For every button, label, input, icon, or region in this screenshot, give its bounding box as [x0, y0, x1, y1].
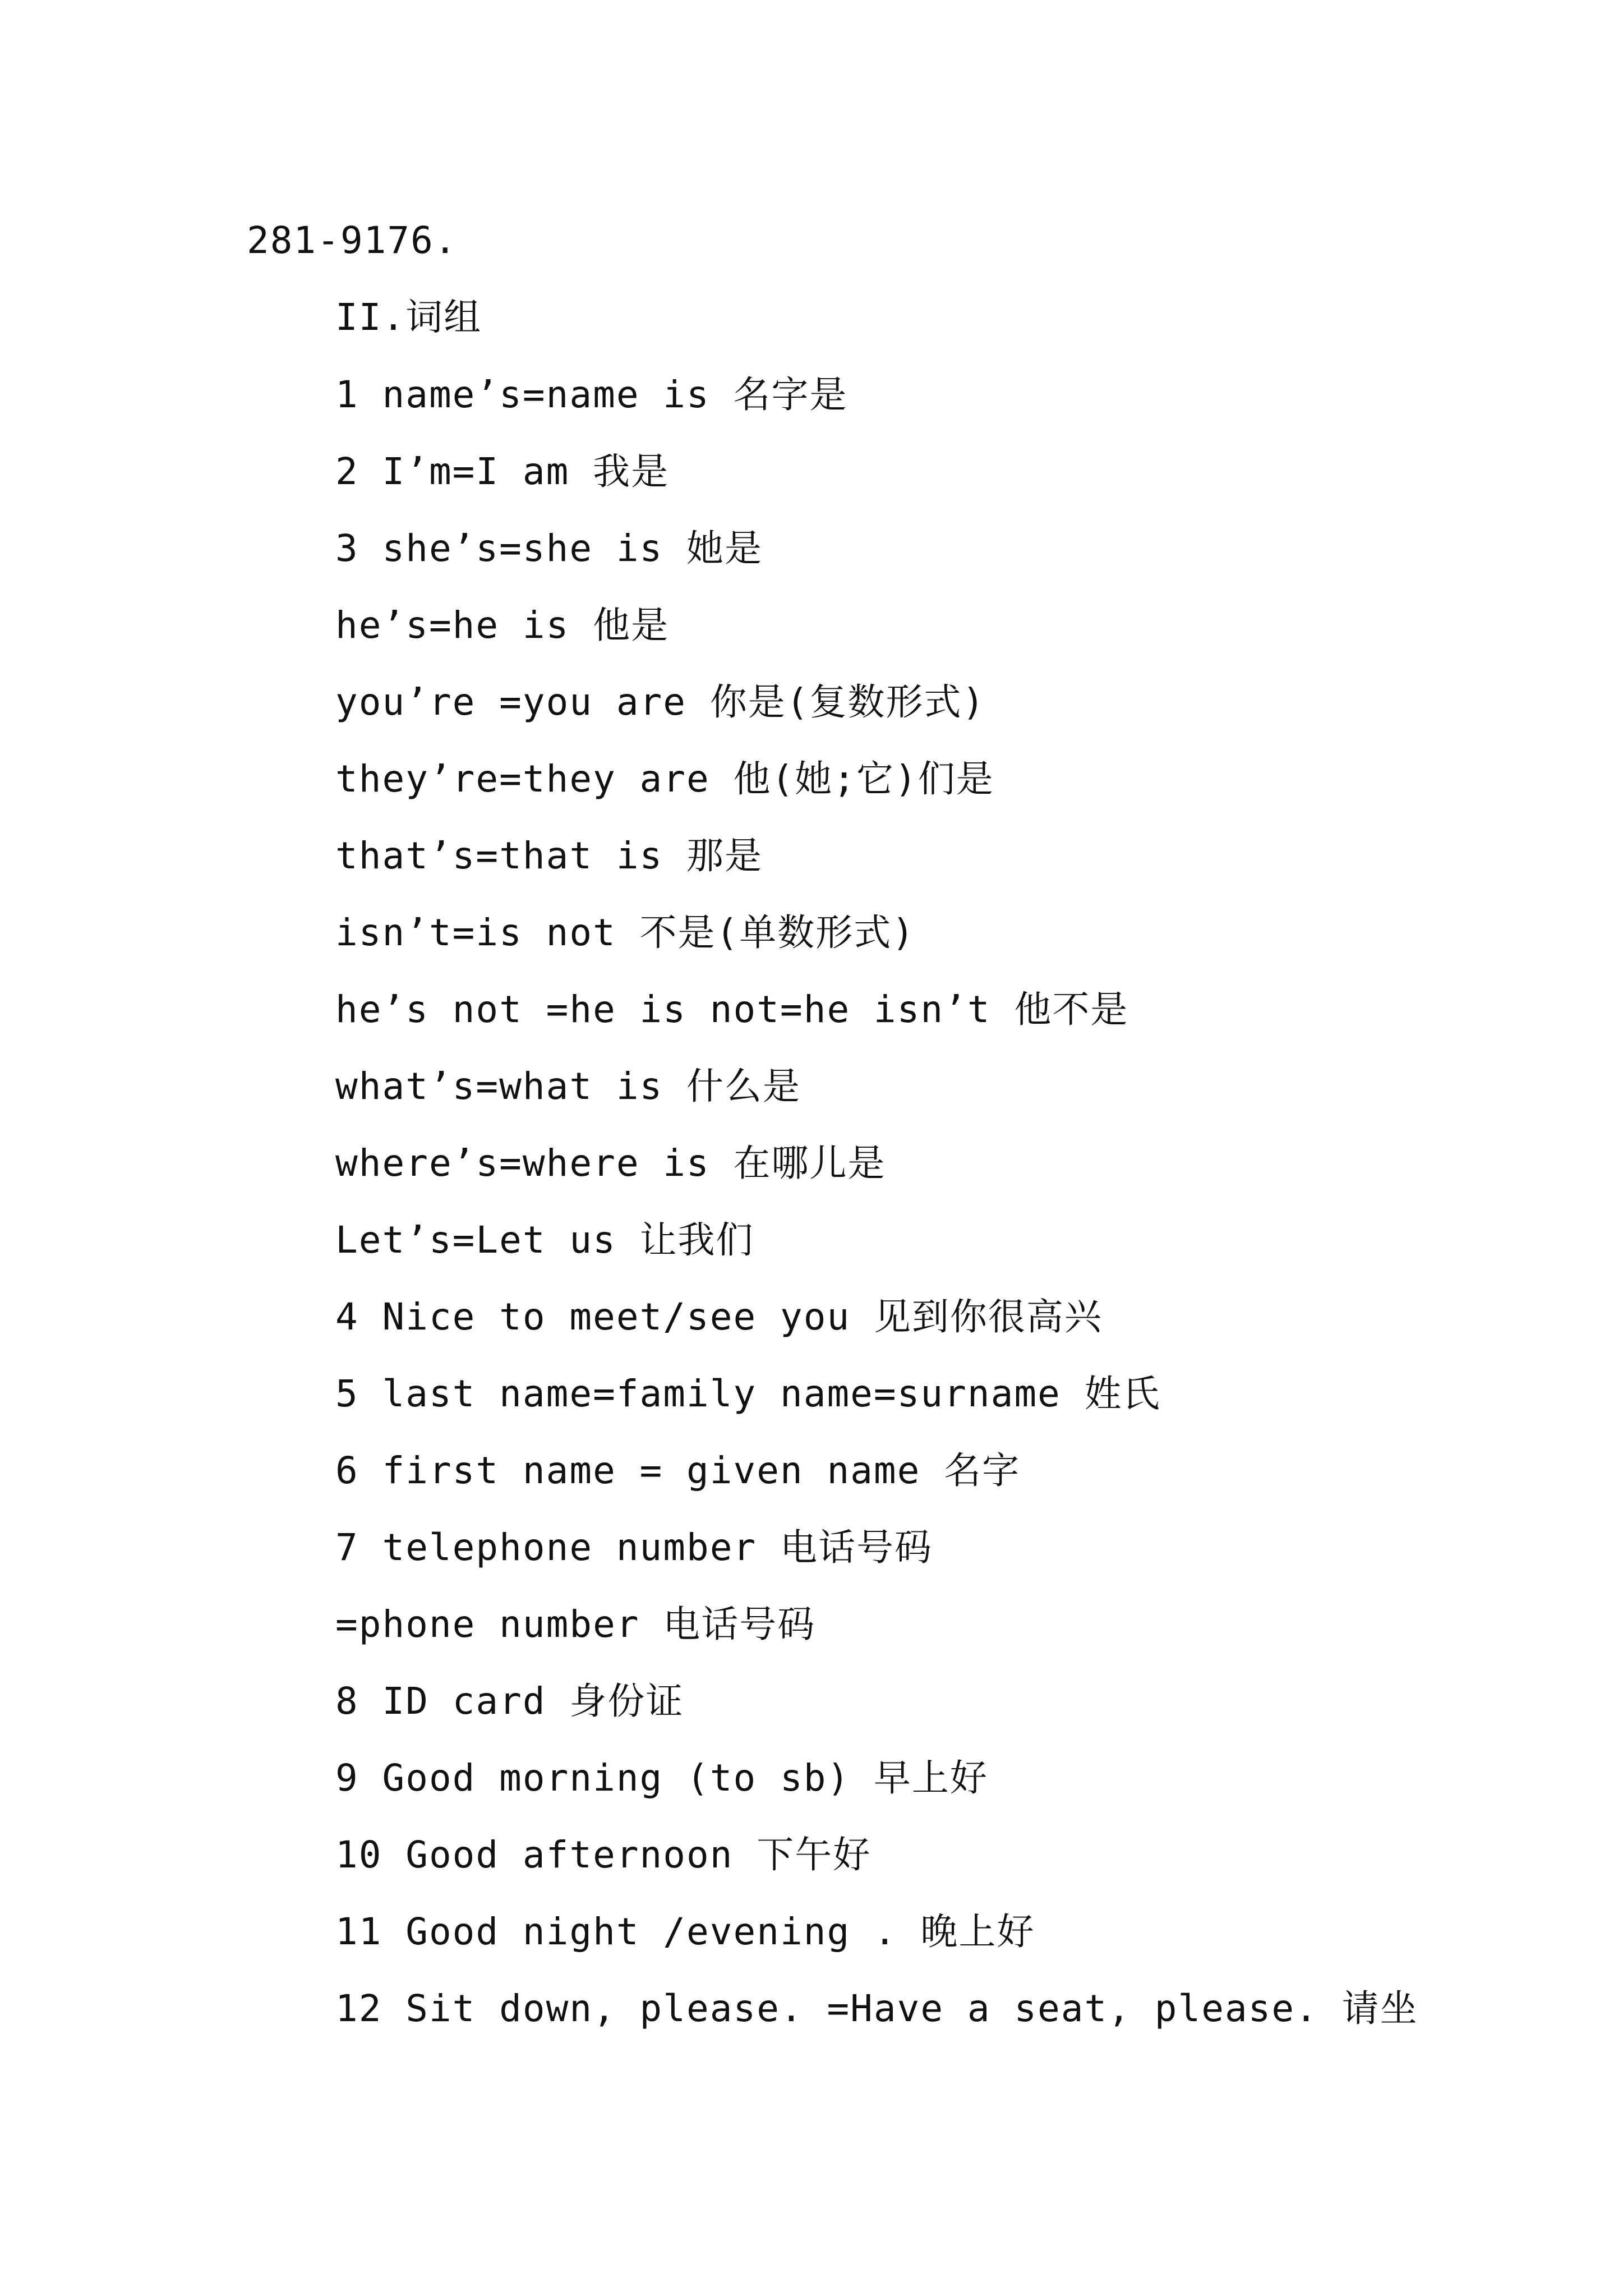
phrase-line: isn’t=is not 不是(单数形式): [335, 911, 916, 954]
phrase-line: 3 she’s=she is 她是: [335, 527, 763, 570]
phrase-line: Let’s=Let us 让我们: [335, 1218, 754, 1262]
phrase-line: 12 Sit down, please. =Have a seat, please. 请坐: [335, 1987, 1418, 2030]
phrase-line: 11 Good night /evening . 晚上好: [335, 1910, 1035, 1953]
phrase-line: 1 name’s=name is 名字是: [335, 373, 848, 416]
phrase-line: 8 ID card 身份证: [335, 1680, 684, 1723]
phrase-line: you’re =you are 你是(复数形式): [335, 680, 986, 724]
phrase-line: 7 telephone number 电话号码: [335, 1526, 933, 1569]
phrase-line: he’s not =he is not=he isn’t 他不是: [335, 988, 1129, 1031]
continuation-line: 281-9176.: [247, 219, 458, 262]
phrase-line: 9 Good morning (to sb) 早上好: [335, 1756, 988, 1800]
phrase-line: 2 I’m=I am 我是: [335, 450, 670, 493]
phrase-line: what’s=what is 什么是: [335, 1065, 801, 1108]
phrase-line: =phone number 电话号码: [335, 1603, 816, 1646]
phrase-line: 10 Good afternoon 下午好: [335, 1833, 872, 1876]
phrase-line: that’s=that is 那是: [335, 834, 763, 877]
section-heading: II.词组: [335, 296, 482, 339]
phrase-line: where’s=where is 在哪儿是: [335, 1142, 886, 1185]
phrase-line: 6 first name = given name 名字: [335, 1449, 1021, 1492]
phrase-line: they’re=they are 他(她;它)们是: [335, 757, 994, 800]
phrase-line: 5 last name=family name=surname 姓氏: [335, 1372, 1161, 1415]
phrase-line: 4 Nice to meet/see you 见到你很高兴: [335, 1295, 1103, 1338]
phrase-line: he’s=he is 他是: [335, 604, 670, 647]
